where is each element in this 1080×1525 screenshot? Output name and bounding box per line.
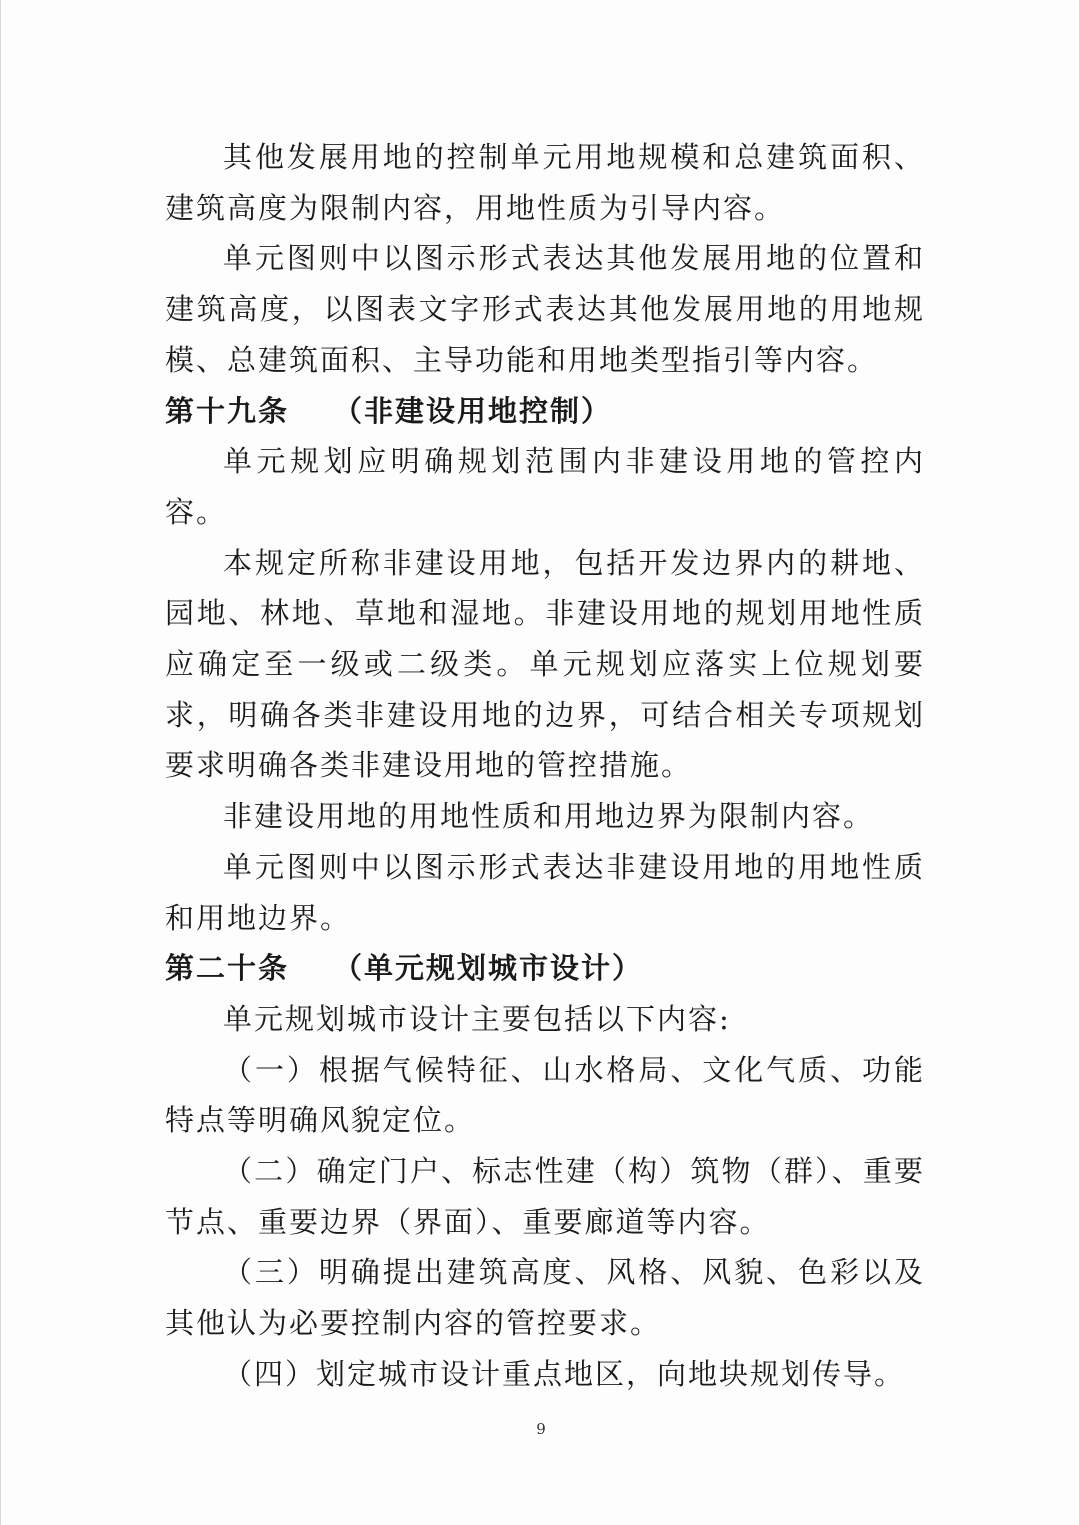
list-item: （一）根据气候特征、山水格局、文化气质、功能特点等明确风貌定位。 — [165, 1052, 925, 1138]
paragraph: 非建设用地的用地性质和用地边界为限制内容。 — [223, 799, 875, 834]
paragraph: 单元规划城市设计主要包括以下内容: — [223, 1001, 731, 1036]
article-heading-20 — [165, 943, 925, 994]
article-number: 第二十条 — [165, 951, 290, 986]
document-body — [165, 132, 925, 1400]
page-number: 9 — [536, 1420, 546, 1438]
paragraph: 其他发展用地的控制单元用地规模和总建筑面积、建筑高度为限制内容，用地性质为引导内容。 — [165, 140, 925, 225]
paragraph: 本规定所称非建设用地，包括开发边界内的耕地、园地、林地、草地和湿地。非建设用地的规划用地性质应确定至一级或二级类。单元规划应落实上位规划要求，明确各类非建设用地的边界，可结合相关专项规划要求明确各类非建设用地的管控措施。 — [165, 545, 925, 783]
article-heading-19 — [165, 386, 925, 437]
list-item: （四）划定城市设计重点地区，向地块规划传导。 — [223, 1356, 906, 1391]
list-item: （三）明确提出建筑高度、风格、风貌、色彩以及其他认为必要控制内容的管控要求。 — [165, 1255, 925, 1341]
article-number: 第十九条 — [165, 393, 290, 428]
article-title: （非建设用地控制） — [333, 393, 613, 428]
paragraph: 单元图则中以图示形式表达其他发展用地的位置和建筑高度，以图表文字形式表达其他发展用地的用地规模、总建筑面积、主导功能和用地类型指引等内容。 — [165, 241, 925, 377]
article-title: （单元规划城市设计） — [333, 951, 644, 986]
paragraph: 单元规划应明确规划范围内非建设用地的管控内容。 — [165, 444, 925, 529]
paragraph: 单元图则中以图示形式表达非建设用地的用地性质和用地边界。 — [165, 849, 925, 935]
list-item: （二）确定门户、标志性建（构）筑物（群）、重要节点、重要边界（界面）、重要廊道等内容。 — [165, 1154, 925, 1239]
